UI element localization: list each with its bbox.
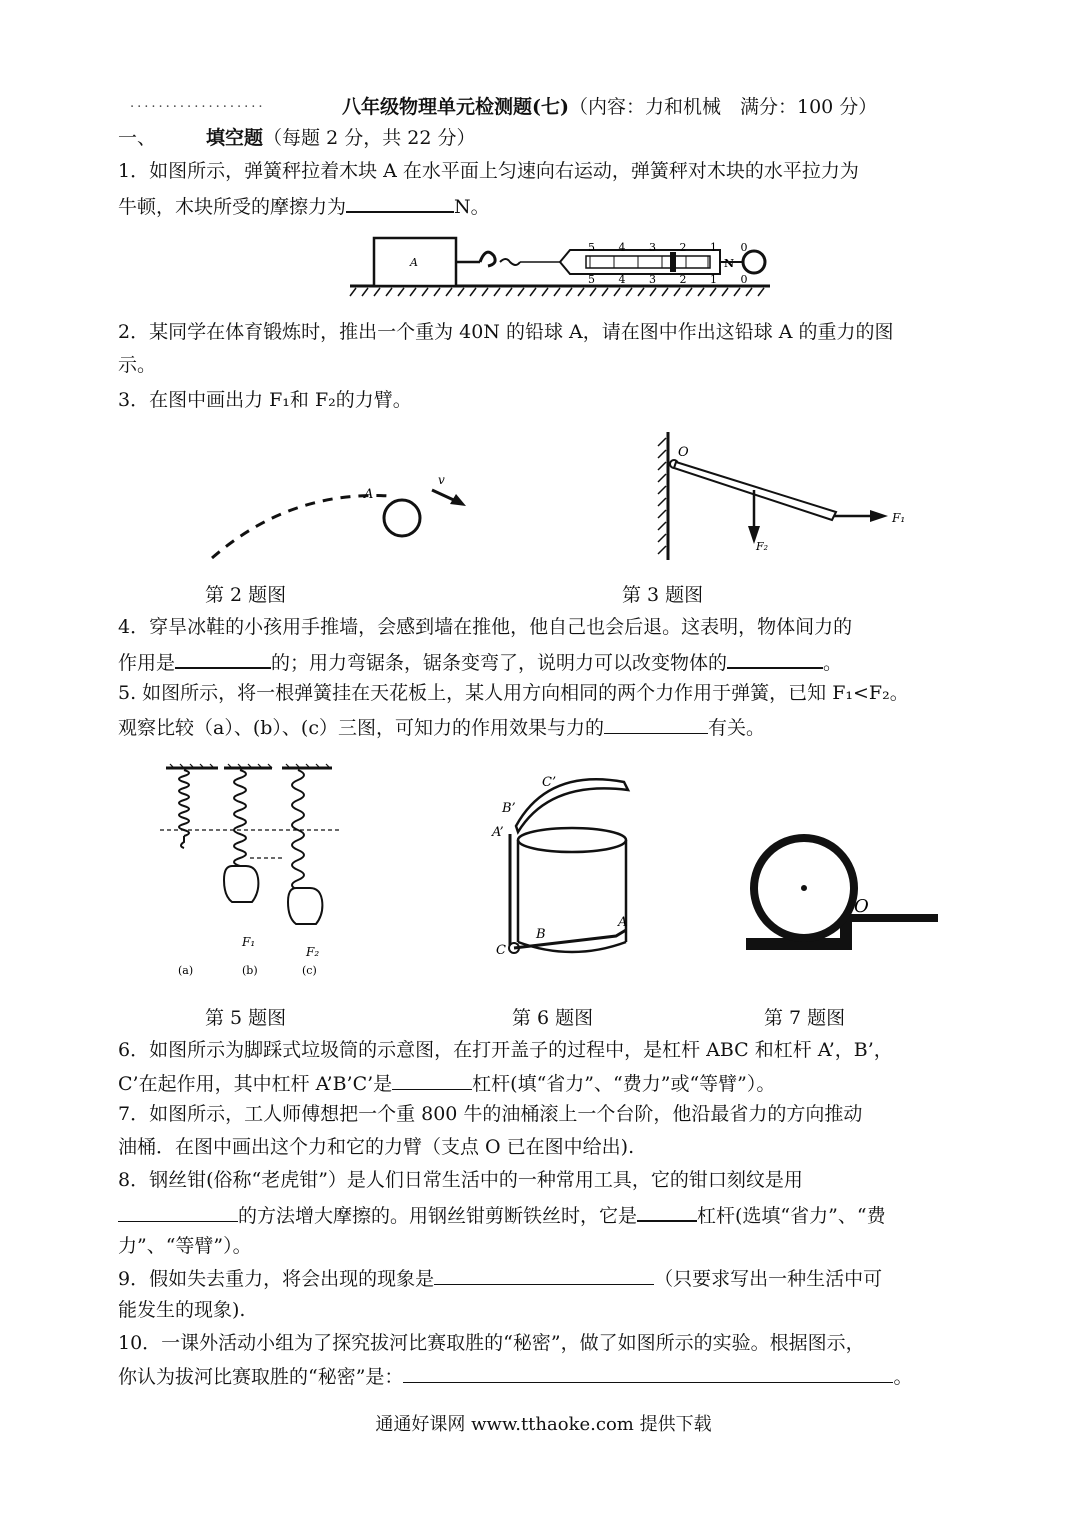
q8-text-b: 杠杆(选填“省力”、“费 bbox=[697, 1205, 886, 1227]
q8-answer-blank-1[interactable] bbox=[118, 1201, 238, 1222]
fig7-caption: 第 7 题图 bbox=[764, 1007, 846, 1029]
fig5-spring-a bbox=[179, 770, 189, 836]
fig7-drum-center bbox=[801, 885, 807, 891]
figure-3-lever bbox=[650, 432, 920, 567]
fig5-spring-c bbox=[292, 770, 304, 900]
section-title: 填空题 bbox=[206, 127, 264, 149]
figure-5-springs bbox=[160, 762, 360, 982]
q9-answer-blank[interactable] bbox=[434, 1264, 654, 1285]
q10-line2 bbox=[118, 1362, 912, 1390]
fig1-scale-pointer bbox=[670, 252, 676, 272]
q3-line1: 3．在图中画出力 F₁和 F₂的力臂。 bbox=[118, 389, 412, 411]
q1-answer-blank[interactable] bbox=[346, 191, 454, 213]
fig1-block-label: A bbox=[410, 256, 418, 269]
q8-answer-blank-2[interactable] bbox=[637, 1200, 697, 1222]
fig1-scale-top-numbers: 5 4 3 2 1 0 bbox=[588, 241, 758, 254]
q1-text-a: 牛顿，木块所受的摩擦力为 bbox=[118, 196, 347, 218]
q4-line1: 4．穿旱冰鞋的小孩用手推墙，会感到墙在推他，他自己也会后退。这表明，物体间力的 bbox=[118, 616, 853, 638]
fig5-hook-a bbox=[181, 836, 184, 848]
fig5-sublabel-b: (b) bbox=[242, 964, 258, 977]
fig6-bin-rim bbox=[518, 828, 626, 852]
title-leader-dots: ................... bbox=[130, 96, 266, 111]
q10-text-a: 你认为拔河比赛取胜的“秘密”是： bbox=[118, 1366, 404, 1388]
q9-line2: 能发生的现象). bbox=[118, 1299, 246, 1321]
section-note: （每题 2 分，共 22 分） bbox=[263, 127, 476, 149]
q6-text-b: 杠杆(填“省力”、“费力”或“等臂”）。 bbox=[472, 1073, 776, 1095]
fig3-caption: 第 3 题图 bbox=[622, 584, 704, 606]
fig2-ball-label: A bbox=[364, 487, 374, 502]
fig3-wall-hatch bbox=[658, 438, 666, 554]
fig6-lid bbox=[516, 779, 628, 832]
fig3-pivot-label: O bbox=[678, 445, 689, 460]
q4-text-c: 。 bbox=[823, 652, 843, 674]
q7-line2: 油桶．在图中画出这个力和它的力臂（支点 O 已在图中给出). bbox=[118, 1136, 635, 1158]
fig3-f1-label: F₁ bbox=[892, 511, 906, 525]
fig6-label-b-prime: B’ bbox=[502, 801, 516, 816]
fig5-hand-c bbox=[288, 888, 322, 924]
q4-answer-blank-1[interactable] bbox=[175, 647, 271, 669]
fig6-label-a: A bbox=[618, 915, 628, 930]
q5-answer-blank[interactable] bbox=[604, 713, 708, 734]
q2-line1: 2．某同学在体育锻炼时，推出一个重为 40N 的铅球 A，请在图中作出这铅球 A 的重力的图 bbox=[118, 321, 894, 343]
section-heading bbox=[118, 125, 475, 151]
q6-answer-blank[interactable] bbox=[392, 1069, 472, 1090]
fig1-scale-bottom-numbers: 5 4 3 2 1 0 bbox=[588, 273, 758, 286]
title-main: 八年级物理单元检测题(七) bbox=[342, 96, 569, 118]
fig1-scale-slot bbox=[586, 256, 710, 268]
fig2-caption: 第 2 题图 bbox=[205, 584, 287, 606]
q4-text-b: 的；用力弯锯条，锯条变弯了，说明力可以改变物体的 bbox=[271, 652, 728, 674]
q2-line2: 示。 bbox=[118, 354, 157, 376]
fig5-spring-b bbox=[234, 770, 246, 866]
q1-line2 bbox=[118, 191, 490, 220]
section-number: 一、 bbox=[118, 127, 157, 149]
q9-text-a: 9．假如失去重力，将会出现的现象是 bbox=[118, 1268, 435, 1290]
q8-line3: 力”、“等臂”）。 bbox=[118, 1235, 252, 1257]
fig1-ground-hatch bbox=[350, 288, 764, 296]
fig6-caption: 第 6 题图 bbox=[512, 1007, 594, 1029]
fig1-hook bbox=[480, 252, 495, 266]
fig3-f1-arrowhead bbox=[870, 510, 888, 522]
q8-line1: 8．钢丝钳(俗称“老虎钳”）是人们日常生活中的一种常用工具，它的钳口刻纹是用 bbox=[118, 1169, 803, 1191]
figure-7-oil-drum bbox=[740, 820, 940, 952]
fig5-f1-label: F₁ bbox=[242, 935, 256, 949]
fig5-hand-b bbox=[224, 866, 258, 902]
fig6-label-c-prime: C’ bbox=[542, 775, 557, 790]
fig1-unit-label: N bbox=[724, 257, 735, 270]
q1-text-b: N。 bbox=[454, 196, 490, 218]
title-subtitle: （内容：力和机械 满分：100 分） bbox=[568, 96, 878, 118]
q4-line2 bbox=[118, 647, 842, 676]
page-title bbox=[342, 92, 877, 119]
fig6-label-a-prime: A’ bbox=[492, 825, 504, 840]
q9-line1 bbox=[118, 1264, 882, 1292]
q5-text-a: 观察比较（a）、(b）、(c）三图，可知力的作用效果与力的 bbox=[118, 717, 604, 739]
fig5-caption: 第 5 题图 bbox=[205, 1007, 287, 1029]
fig3-f2-label: F₂ bbox=[756, 540, 769, 553]
q9-text-b: （只要求写出一种生活中可 bbox=[654, 1268, 883, 1290]
fig1-loop bbox=[500, 259, 520, 265]
q6-text-a: C’在起作用，其中杠杆 A’B’C’是 bbox=[118, 1073, 393, 1095]
q10-text-b: 。 bbox=[893, 1366, 913, 1388]
fig7-pivot-label: O bbox=[854, 896, 869, 917]
fig6-label-c: C bbox=[496, 943, 506, 958]
q10-line1: 10．一课外活动小组为了探究拔河比赛取胜的“秘密”，做了如图所示的实验。根据图示， bbox=[118, 1332, 865, 1354]
fig5-f2-label: F₂ bbox=[306, 945, 320, 959]
fig1-ring bbox=[743, 251, 765, 273]
q7-line1: 7．如图所示，工人师傅想把一个重 800 牛的油桶滚上一个台阶，他沿最省力的方向推动 bbox=[118, 1103, 863, 1125]
fig5-sublabel-c: (c) bbox=[302, 964, 317, 977]
fig5-sublabel-a: (a) bbox=[178, 964, 194, 977]
fig6-label-b: B bbox=[536, 927, 546, 942]
q10-answer-blank[interactable] bbox=[403, 1362, 893, 1383]
q5-text-b: 有关。 bbox=[707, 717, 765, 739]
fig6-pedal-lever bbox=[514, 930, 626, 948]
fig2-ball-a bbox=[384, 500, 420, 536]
figure-6-trash-bin bbox=[488, 772, 648, 972]
q5-line1: 5. 如图所示，将一根弹簧挂在天花板上，某人用方向相同的两个力作用于弹簧，已知 F₁<F₂。 bbox=[118, 682, 909, 704]
q8-text-a: 的方法增大摩擦的。用钢丝钳剪断铁丝时，它是 bbox=[238, 1205, 638, 1227]
figure-1-spring-scale bbox=[350, 230, 780, 300]
q4-answer-blank-2[interactable] bbox=[727, 647, 823, 669]
q6-line2 bbox=[118, 1069, 775, 1097]
q4-text-a: 作用是 bbox=[118, 652, 176, 674]
q1-line1: 1．如图所示，弹簧秤拉着木块 A 在水平面上匀速向右运动，弹簧秤对木块的水平拉力为 bbox=[118, 160, 859, 182]
q6-line1: 6．如图所示为脚踩式垃圾筒的示意图，在打开盖子的过程中，是杠杆 ABC 和杠杆 A’，B’， bbox=[118, 1039, 893, 1061]
page-footer: 通通好课网 www.tthaoke.com 提供下载 bbox=[375, 1414, 712, 1435]
q8-line2 bbox=[118, 1200, 886, 1229]
figure-2-shot-put bbox=[200, 470, 480, 570]
fig2-velocity-label: v bbox=[438, 473, 445, 487]
fig2-trajectory bbox=[212, 496, 390, 558]
q5-line2 bbox=[118, 713, 765, 741]
